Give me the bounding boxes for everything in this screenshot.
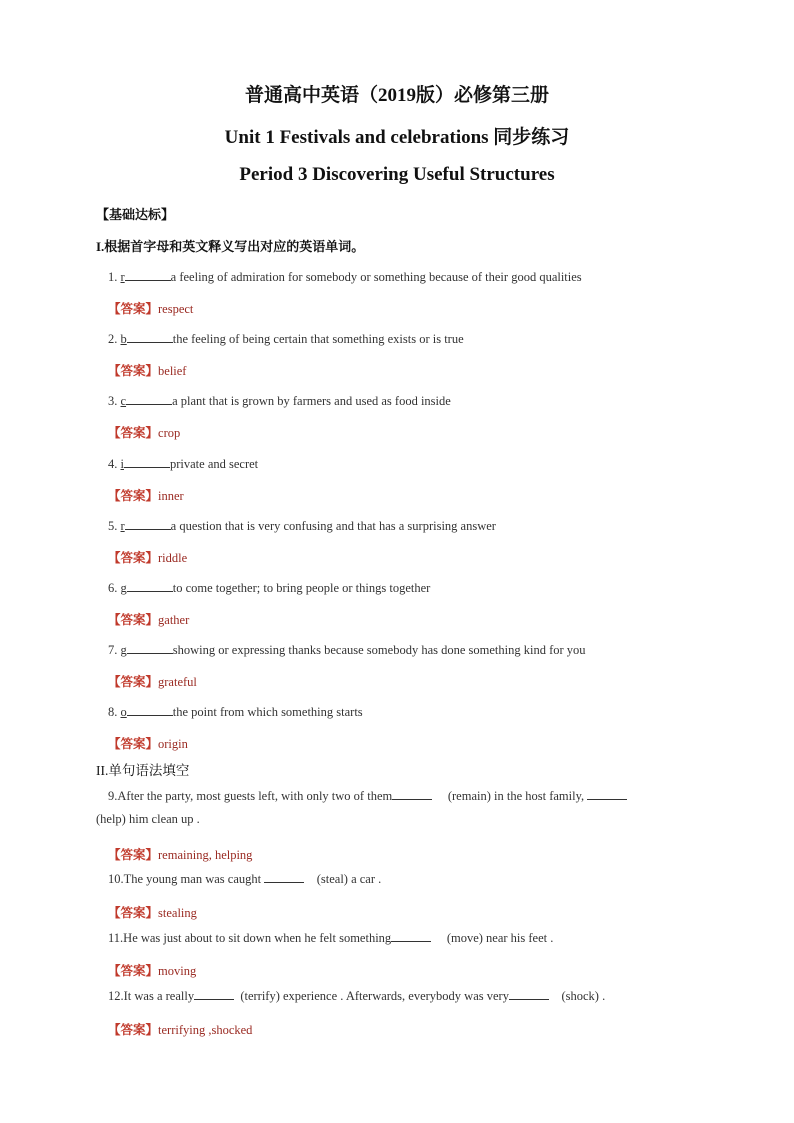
vocab-answer: 【答案】grateful <box>108 675 197 690</box>
answer-blank[interactable] <box>126 392 172 405</box>
vocab-answer: 【答案】inner <box>108 488 184 503</box>
period-title: Period 3 Discovering Useful Structures <box>239 164 555 185</box>
question-11: 11.He was just about to sit down when he felt something (move) near his feet . <box>108 931 554 945</box>
answer-9: 【答案】remaining, helping <box>108 848 253 862</box>
vocab-item: 1. r a feeling of admiration for somebody or something because of their good qualities <box>108 270 582 284</box>
vocab-item: 6. g to come together; to bring people or things together <box>108 581 431 595</box>
unit-title: Unit 1 Festivals and celebrations 同步练习 <box>224 127 570 148</box>
question-10: 10.The young man was caught (steal) a car . <box>108 872 382 886</box>
vocab-answer: 【答案】riddle <box>108 550 188 565</box>
answer-10: 【答案】stealing <box>108 906 197 920</box>
section-label: 【基础达标】 <box>96 207 175 222</box>
answer-11: 【答案】moving <box>108 964 197 978</box>
answer-blank[interactable] <box>587 787 627 800</box>
part2-heading: II.单句语法填空 <box>96 763 190 778</box>
answer-blank[interactable] <box>125 268 171 281</box>
vocab-item: 2. b the feeling of being certain that something exists or is true <box>108 332 464 347</box>
question-9-line1: 9.After the party, most guests left, with only two of them (remain) in the host family, <box>108 787 627 804</box>
question-12: 12.It was a really (terrify) experience . Afterwards, everybody was very (shock) . <box>108 989 606 1003</box>
answer-blank[interactable] <box>125 517 171 530</box>
vocab-answer: 【答案】respect <box>108 302 194 316</box>
answer-blank[interactable] <box>509 987 549 1000</box>
vocab-answer: 【答案】belief <box>108 364 187 379</box>
answer-blank[interactable] <box>124 455 170 468</box>
answer-blank[interactable] <box>391 929 431 942</box>
vocab-answer: 【答案】gather <box>108 613 190 627</box>
answer-blank[interactable] <box>392 787 432 800</box>
answer-blank[interactable] <box>127 703 173 716</box>
page-title: 普通高中英语（2019版）必修第三册 <box>244 85 549 106</box>
vocab-item: 5. r a question that is very confusing and that has a surprising answer <box>108 518 496 533</box>
vocab-item: 7. g showing or expressing thanks because somebody has done something kind for you <box>108 643 586 658</box>
answer-12: 【答案】terrifying ,shocked <box>108 1023 253 1037</box>
part1-heading: I.根据首字母和英文释义写出对应的英语单词。 <box>96 239 365 254</box>
vocab-answer: 【答案】crop <box>108 426 181 441</box>
answer-blank[interactable] <box>127 641 173 654</box>
answer-blank[interactable] <box>127 330 173 343</box>
answer-blank[interactable] <box>264 870 304 883</box>
vocab-item: 3. c a plant that is grown by farmers and used as food inside <box>108 394 451 409</box>
vocab-item: 4. i private and secret <box>108 456 259 471</box>
vocab-item: 8. o the point from which something starts <box>108 705 363 720</box>
question-9-line2: (help) him clean up . <box>96 812 200 826</box>
answer-blank[interactable] <box>194 987 234 1000</box>
answer-blank[interactable] <box>127 579 173 592</box>
vocab-answer: 【答案】origin <box>108 737 188 752</box>
